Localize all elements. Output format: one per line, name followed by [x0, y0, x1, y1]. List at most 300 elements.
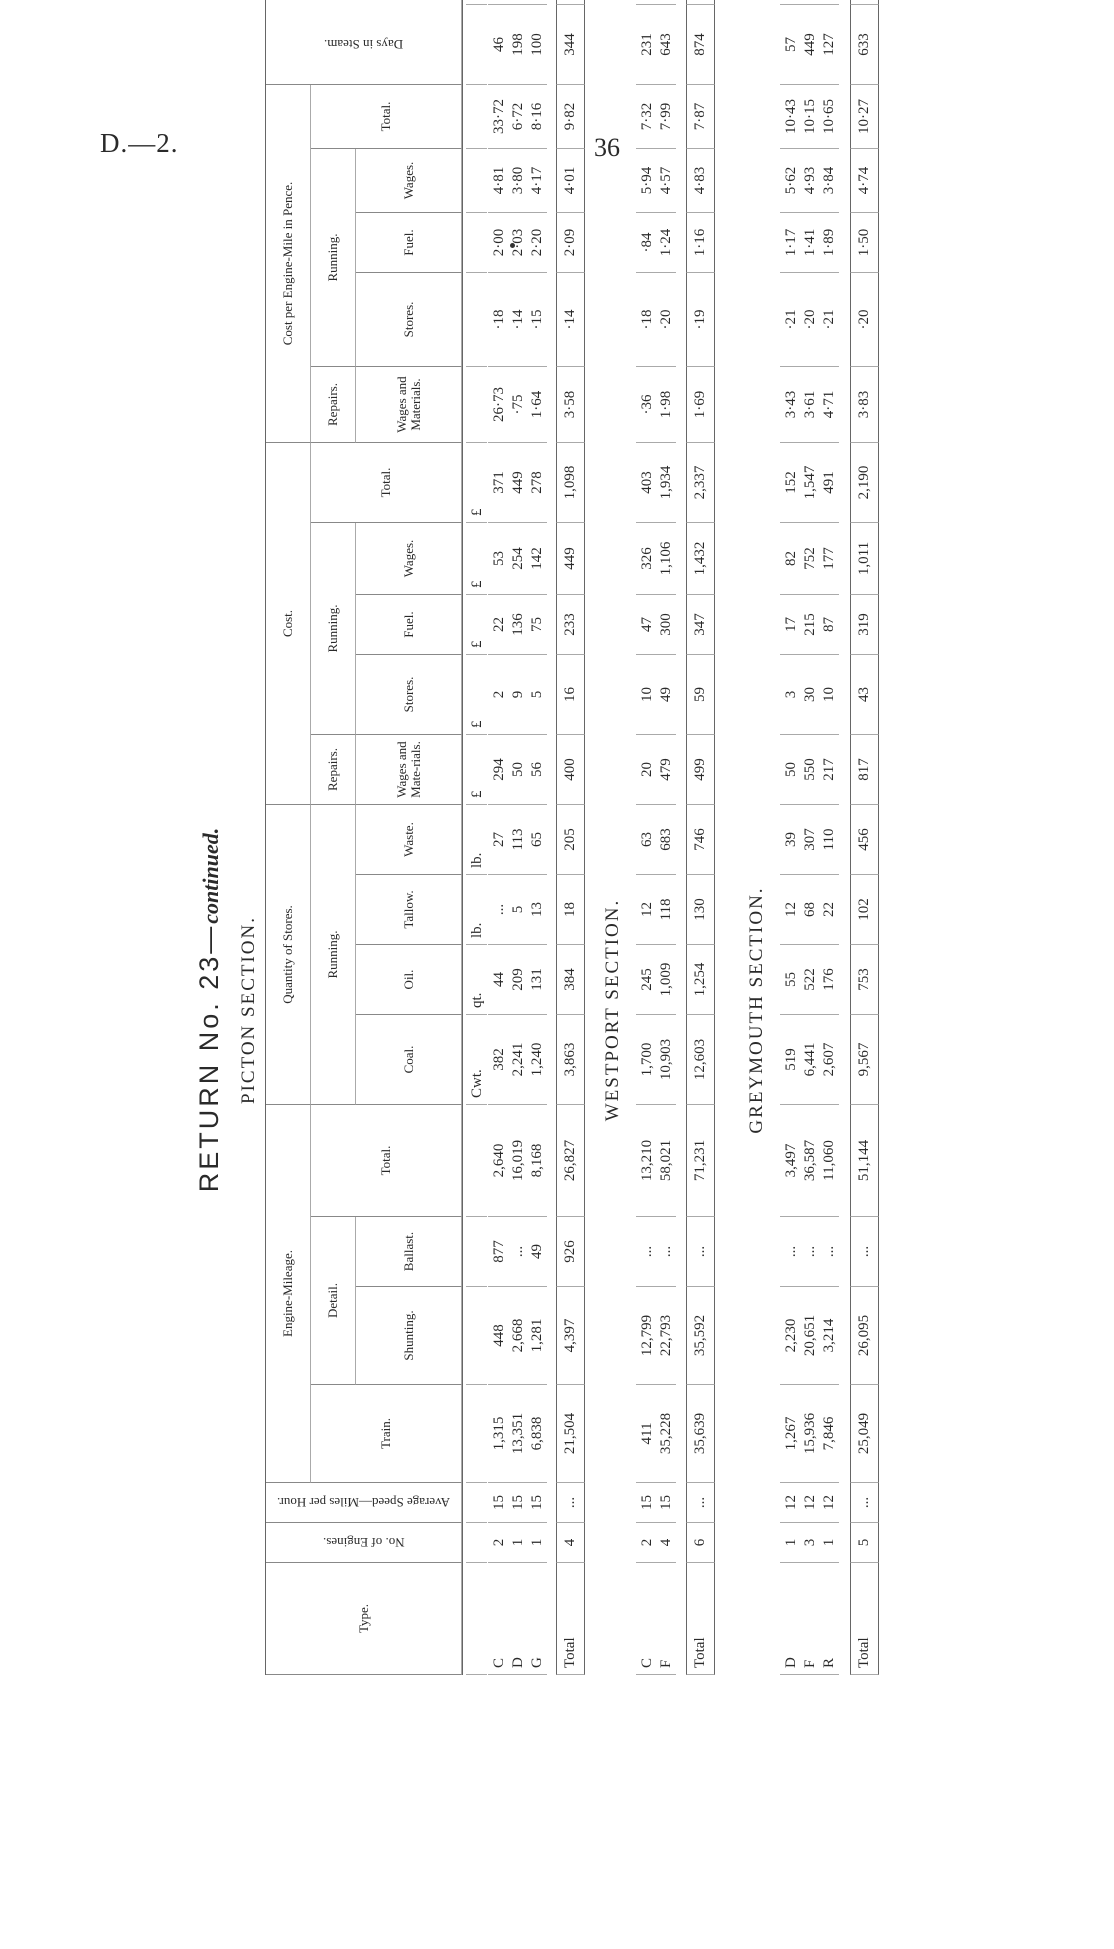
cell-line: 12 — [639, 902, 655, 917]
cell-line: 47 — [639, 617, 655, 632]
cell-line: 448 — [491, 1324, 507, 1347]
unit-tallow: lb. — [466, 875, 487, 945]
cell-line: 10·15 — [802, 99, 818, 134]
cell-line: 8,168 — [529, 1143, 545, 1178]
col-pence-total: Total. — [311, 85, 462, 149]
cell-line: ·75 — [510, 394, 526, 415]
cell-line: 3·61 — [802, 390, 818, 419]
cell-line: 57 — [783, 37, 799, 52]
cell-c-total: 2,337 — [686, 443, 715, 523]
cell-waste — [636, 805, 676, 875]
cell-line: 3·80 — [510, 166, 526, 195]
cell-line: 87 — [821, 617, 837, 632]
cell-p-repairs — [636, 367, 676, 443]
section-title: PICTON SECTION. — [238, 916, 259, 1104]
cell-c-stores: 43 — [850, 655, 879, 735]
cell-line: 326 — [639, 547, 655, 570]
cell-line: 217 — [821, 758, 837, 781]
col-stores-running: Running. — [311, 805, 356, 1105]
cell-c-repairs: 817 — [850, 735, 879, 805]
cell-line: 142 — [529, 547, 545, 570]
col-cost-stores: Stores. — [356, 655, 462, 735]
cell-line: 4·17 — [529, 166, 545, 195]
cell-c-fuel — [780, 595, 839, 655]
cell-days: 344 — [556, 5, 585, 85]
cell-days: 874 — [686, 5, 715, 85]
cell-waste: 746 — [686, 805, 715, 875]
cell-line: 1 — [821, 1538, 837, 1547]
cell-oil: 753 — [850, 945, 879, 1015]
cell-line: 22 — [821, 902, 837, 917]
total-row — [850, 0, 879, 1675]
return-title-suffix: continued. — [198, 827, 223, 924]
cell-line: C — [639, 1657, 655, 1668]
cell-line: 449 — [510, 471, 526, 494]
cell-line: 1·98 — [658, 390, 674, 419]
cell-line: 68 — [802, 902, 818, 917]
cell-c-total — [780, 443, 839, 523]
col-ballast: Ballast. — [356, 1217, 462, 1287]
cell-train: 35,639 — [686, 1385, 715, 1483]
cell-line: 3·84 — [821, 166, 837, 195]
cell-p-stores — [780, 273, 839, 367]
cell-train: 21,504 — [556, 1385, 585, 1483]
cell-line: 2·03 — [510, 228, 526, 257]
document-code: D.—2. — [100, 128, 179, 158]
cell-line: 20 — [639, 762, 655, 777]
cell-line: 2,668 — [510, 1318, 526, 1353]
cell-tallow: 102 — [850, 875, 879, 945]
cell-c-stores: 59 — [686, 655, 715, 735]
cell-p-stores: ·20 — [850, 273, 879, 367]
cell-waste — [780, 805, 839, 875]
cell-line: 136 — [510, 613, 526, 636]
cell-c-fuel — [488, 595, 547, 655]
cell-line: 152 — [783, 471, 799, 494]
cell-p-total: 7·87 — [686, 85, 715, 149]
cell-line: 15 — [529, 1495, 545, 1510]
section-title: GREYMOUTH SECTION. — [746, 886, 767, 1134]
cell-total: 71,231 — [686, 1105, 715, 1217]
cell-line: ·18 — [491, 309, 507, 330]
cell-line: 13,351 — [510, 1412, 526, 1455]
cell-c-fuel: 319 — [850, 595, 879, 655]
col-no-engines: No. of Engines. — [266, 1523, 462, 1563]
cell-p-stores — [488, 273, 547, 367]
cell-line: 2·20 — [529, 228, 545, 257]
cell-spacer — [556, 0, 585, 5]
col-cost-repairs: Repairs. — [311, 735, 356, 805]
cell-line: ·14 — [510, 309, 526, 330]
cell-oil: 1,254 — [686, 945, 715, 1015]
cell-line: 35,228 — [658, 1412, 674, 1455]
cell-line: 12 — [783, 902, 799, 917]
cell-line: 371 — [491, 471, 507, 494]
cell-line: 12,799 — [639, 1314, 655, 1357]
cell-line: R — [821, 1657, 837, 1668]
cell-line: 643 — [658, 33, 674, 56]
unit-waste: lb. — [466, 805, 487, 875]
cell-line: 6,838 — [529, 1416, 545, 1451]
cell-line: 9 — [510, 690, 526, 699]
cell-ballast — [780, 1217, 839, 1287]
cell-line: 56 — [529, 762, 545, 777]
cell-line: G — [529, 1657, 545, 1668]
cell-line: 82 — [783, 551, 799, 566]
cell-line: 22,793 — [658, 1314, 674, 1357]
cell-line: 13,210 — [639, 1139, 655, 1182]
cell-line: 63 — [639, 832, 655, 847]
cell-ballast: 926 — [556, 1217, 585, 1287]
cell-days — [636, 5, 676, 85]
cell-c-repairs: 499 — [686, 735, 715, 805]
cell-line: 752 — [802, 547, 818, 570]
cell-line: 6,441 — [802, 1042, 818, 1077]
cell-tallow: 18 — [556, 875, 585, 945]
col-pence-stores: Stores. — [356, 273, 462, 367]
cell-ballast: ... — [850, 1217, 879, 1287]
cell-days — [780, 5, 839, 85]
cell-line: ... — [802, 1245, 818, 1258]
cell-p-fuel — [780, 213, 839, 273]
cell-p-wages: 4·01 — [556, 149, 585, 213]
col-coal: Coal. — [356, 1015, 462, 1105]
cell-line: 300 — [658, 613, 674, 636]
cell-line: 113 — [510, 828, 526, 851]
cell-p-fuel: 2·09 — [556, 213, 585, 273]
cell-line: 1·64 — [529, 390, 545, 419]
cell-line: 1,240 — [529, 1042, 545, 1077]
cell-type — [636, 1563, 676, 1675]
cell-p-repairs — [780, 367, 839, 443]
cell-line: 550 — [802, 758, 818, 781]
cell-line: ·21 — [783, 309, 799, 330]
cell-line: 198 — [510, 33, 526, 56]
cell-coal — [488, 1015, 547, 1105]
cell-line: 2 — [639, 1538, 655, 1547]
cell-line: 44 — [491, 972, 507, 987]
cell-line: 15 — [510, 1495, 526, 1510]
col-waste: Waste. — [356, 805, 462, 875]
cell-line: 1 — [783, 1538, 799, 1547]
cell-line: 55 — [783, 972, 799, 987]
cell-line: 1,934 — [658, 465, 674, 500]
col-shunting: Shunting. — [356, 1287, 462, 1385]
cell-line: 12 — [802, 1495, 818, 1510]
cell-line: 449 — [802, 33, 818, 56]
cell-c-stores: 16 — [556, 655, 585, 735]
cell-oil: 384 — [556, 945, 585, 1015]
cell-line: 2,607 — [821, 1042, 837, 1077]
cell-coal — [636, 1015, 676, 1105]
cell-c-fuel — [636, 595, 676, 655]
cell-p-wages — [488, 149, 547, 213]
col-pence-fuel: Fuel. — [356, 213, 462, 273]
cell-p-total: 9·82 — [556, 85, 585, 149]
cell-tallow — [780, 875, 839, 945]
cell-c-fuel: 347 — [686, 595, 715, 655]
cell-line: 10 — [821, 687, 837, 702]
cell-oil — [780, 945, 839, 1015]
col-cost-fuel: Fuel. — [356, 595, 462, 655]
cell-line: 1·17 — [783, 228, 799, 257]
unit-coal: Cwt. — [466, 1015, 487, 1105]
cell-line: 15 — [491, 1495, 507, 1510]
cell-c-stores — [780, 655, 839, 735]
cell-line: 5·94 — [639, 166, 655, 195]
col-oil: Oil. — [356, 945, 462, 1015]
col-mileage-total: Total. — [311, 1105, 462, 1217]
cell-line: 254 — [510, 547, 526, 570]
cell-line: 209 — [510, 968, 526, 991]
cell-line: 382 — [491, 1048, 507, 1071]
cell-line: F — [802, 1659, 818, 1668]
cell-p-total — [780, 85, 839, 149]
cell-total — [488, 1105, 547, 1217]
cell-line: 683 — [658, 828, 674, 851]
cell-type — [780, 1563, 839, 1675]
cell-c-wages — [488, 523, 547, 595]
cell-line: 11,060 — [821, 1140, 837, 1181]
cell-line: 50 — [510, 762, 526, 777]
cell-line: 39 — [783, 832, 799, 847]
cell-line: 2,241 — [510, 1042, 526, 1077]
cell-waste: 456 — [850, 805, 879, 875]
cell-no: 4 — [556, 1523, 585, 1563]
cell-spacer — [636, 0, 676, 5]
col-cost: Cost. — [266, 443, 311, 805]
col-pence-repairs: Repairs. — [311, 367, 356, 443]
cell-total — [780, 1105, 839, 1217]
cell-no — [636, 1523, 676, 1563]
cell-p-repairs — [488, 367, 547, 443]
cell-ballast: ... — [686, 1217, 715, 1287]
cell-line: 479 — [658, 758, 674, 781]
cell-line: 215 — [802, 613, 818, 636]
cell-line: 1 — [510, 1538, 526, 1547]
cell-line: 1,315 — [491, 1416, 507, 1451]
cell-line: 177 — [821, 547, 837, 570]
column-header — [265, 0, 463, 1675]
col-cost-running: Running. — [311, 523, 356, 735]
cell-line: 176 — [821, 968, 837, 991]
cell-line: 3,214 — [821, 1318, 837, 1353]
cell-line: 12 — [783, 1495, 799, 1510]
cell-p-total: 10·27 — [850, 85, 879, 149]
cell-total: 51,144 — [850, 1105, 879, 1217]
cell-line: 4·71 — [821, 390, 837, 419]
cell-spacer — [850, 0, 879, 5]
cell-line: 3 — [783, 690, 799, 699]
cell-line: 2 — [491, 690, 507, 699]
cell-line: 245 — [639, 968, 655, 991]
cell-line: 15,936 — [802, 1412, 818, 1455]
cell-line: 6·72 — [510, 102, 526, 131]
section-rows — [780, 0, 839, 1675]
cell-line: 1,267 — [783, 1416, 799, 1451]
cell-c-total — [488, 443, 547, 523]
col-cost-total: Total. — [311, 443, 462, 523]
cell-line: 20,651 — [802, 1314, 818, 1357]
cell-train — [488, 1385, 547, 1483]
cell-line: 2 — [491, 1538, 507, 1547]
col-pence-running: Running. — [311, 149, 356, 367]
cell-p-fuel: 1·16 — [686, 213, 715, 273]
cell-shunting — [488, 1287, 547, 1385]
cell-line: 877 — [491, 1240, 507, 1263]
cell-line: 100 — [529, 33, 545, 56]
cell-c-total: 2,190 — [850, 443, 879, 523]
cell-oil — [636, 945, 676, 1015]
unit-pound: £ — [466, 595, 487, 655]
cell-line: 1·41 — [802, 228, 818, 257]
cell-line: 50 — [783, 762, 799, 777]
cell-line: ... — [510, 1245, 526, 1258]
cell-p-wages: 4·83 — [686, 149, 715, 213]
cell-coal: 12,603 — [686, 1015, 715, 1105]
return-title — [194, 275, 225, 1745]
cell-line: 5 — [510, 905, 526, 914]
cell-line: 2,230 — [783, 1318, 799, 1353]
cell-line: 1·24 — [658, 228, 674, 257]
cell-c-wages: 1,011 — [850, 523, 879, 595]
cell-line: 33·72 — [491, 99, 507, 134]
cell-shunting: 35,592 — [686, 1287, 715, 1385]
cell-line: 4·57 — [658, 166, 674, 195]
cell-line: 7·99 — [658, 102, 674, 131]
cell-c-repairs — [780, 735, 839, 805]
unit-pound: £ — [466, 655, 487, 735]
cell-line: 1,009 — [658, 962, 674, 997]
cell-line: F — [658, 1659, 674, 1668]
cell-c-repairs — [636, 735, 676, 805]
cell-c-wages — [780, 523, 839, 595]
cell-line: 4 — [658, 1538, 674, 1547]
col-cost-wages-materials: Wages and Mate-rials. — [356, 735, 462, 805]
cell-line: 131 — [529, 968, 545, 991]
cell-line: 8·16 — [529, 102, 545, 131]
cell-p-total — [636, 85, 676, 149]
cell-p-repairs: 1·69 — [686, 367, 715, 443]
cell-line: 2·00 — [491, 228, 507, 257]
col-spacer — [266, 0, 462, 5]
cell-p-fuel: 1·50 — [850, 213, 879, 273]
cell-type: Total — [686, 1563, 715, 1675]
cell-line: 3,497 — [783, 1143, 799, 1178]
cell-no: 5 — [850, 1523, 879, 1563]
cell-p-repairs: 3·83 — [850, 367, 879, 443]
cell-line: 110 — [821, 828, 837, 851]
unit-pound: £ — [466, 523, 487, 595]
cell-oil — [488, 945, 547, 1015]
cell-train: 25,049 — [850, 1385, 879, 1483]
cell-shunting: 4,397 — [556, 1287, 585, 1385]
cell-ballast — [488, 1217, 547, 1287]
cell-line: 1,700 — [639, 1042, 655, 1077]
cell-line: 7,846 — [821, 1416, 837, 1451]
cell-p-wages — [636, 149, 676, 213]
cell-line: 36,587 — [802, 1139, 818, 1182]
cell-total: 26,827 — [556, 1105, 585, 1217]
cell-line: 2,640 — [491, 1143, 507, 1178]
cell-coal: 9,567 — [850, 1015, 879, 1105]
cell-type: Total — [556, 1563, 585, 1675]
cell-line: 3 — [802, 1538, 818, 1547]
cell-line: ·20 — [658, 309, 674, 330]
cell-spacer — [780, 0, 839, 5]
cell-line: C — [491, 1657, 507, 1668]
cell-p-total — [488, 85, 547, 149]
cell-shunting — [636, 1287, 676, 1385]
cell-line: 127 — [821, 33, 837, 56]
cell-speed — [780, 1483, 839, 1523]
cell-speed — [636, 1483, 676, 1523]
cell-c-wages: 1,432 — [686, 523, 715, 595]
col-quantity-stores: Quantity of Stores. — [266, 805, 311, 1105]
cell-line: ... — [491, 903, 507, 916]
cell-c-stores — [636, 655, 676, 735]
cell-line: ·36 — [639, 394, 655, 415]
cell-line: 12 — [821, 1495, 837, 1510]
cell-c-wages: 449 — [556, 523, 585, 595]
cell-line: 22 — [491, 617, 507, 632]
cell-line: D — [510, 1657, 526, 1668]
col-pence-wages-materials: Wages and Materials. — [356, 367, 462, 443]
cell-line: 15 — [639, 1495, 655, 1510]
col-cost-wages: Wages. — [356, 523, 462, 595]
cell-line: 27 — [491, 832, 507, 847]
section-rows — [636, 0, 676, 1675]
cell-line: ·15 — [529, 309, 545, 330]
cell-p-stores — [636, 273, 676, 367]
cell-line: 10·65 — [821, 99, 837, 134]
cell-coal — [780, 1015, 839, 1105]
total-row — [556, 0, 585, 1675]
cell-no: 6 — [686, 1523, 715, 1563]
cell-ballast — [636, 1217, 676, 1287]
col-engine-mileage: Engine-Mileage. — [266, 1105, 311, 1483]
cell-p-repairs: 3·58 — [556, 367, 585, 443]
cell-train — [636, 1385, 676, 1483]
cell-type: Total — [850, 1563, 879, 1675]
return-title-main: RETURN No. 23— — [194, 923, 224, 1193]
cell-speed: ... — [556, 1483, 585, 1523]
cell-p-wages: 4·74 — [850, 149, 879, 213]
cell-line: 278 — [529, 471, 545, 494]
cell-line: 5 — [529, 690, 545, 699]
cell-line: 4·93 — [802, 166, 818, 195]
col-tallow: Tallow. — [356, 875, 462, 945]
cell-line: 58,021 — [658, 1139, 674, 1182]
col-avg-speed: Average Speed—Miles per Hour. — [266, 1483, 462, 1523]
cell-shunting: 26,095 — [850, 1287, 879, 1385]
cell-line: 1,281 — [529, 1318, 545, 1353]
units-row — [466, 0, 487, 1675]
cell-line: 1,547 — [802, 465, 818, 500]
cell-line: 7·32 — [639, 102, 655, 131]
col-type: Type. — [266, 1563, 462, 1675]
cell-line: 411 — [639, 1422, 655, 1445]
cell-line: 231 — [639, 33, 655, 56]
cell-line: ... — [658, 1245, 674, 1258]
cell-line: 5·62 — [783, 166, 799, 195]
rotated-return-table — [190, 33, 990, 1745]
section-title: WESTPORT SECTION. — [602, 898, 623, 1122]
cell-tallow — [636, 875, 676, 945]
cell-line: 1 — [529, 1538, 545, 1547]
cell-line: 403 — [639, 471, 655, 494]
cell-waste — [488, 805, 547, 875]
